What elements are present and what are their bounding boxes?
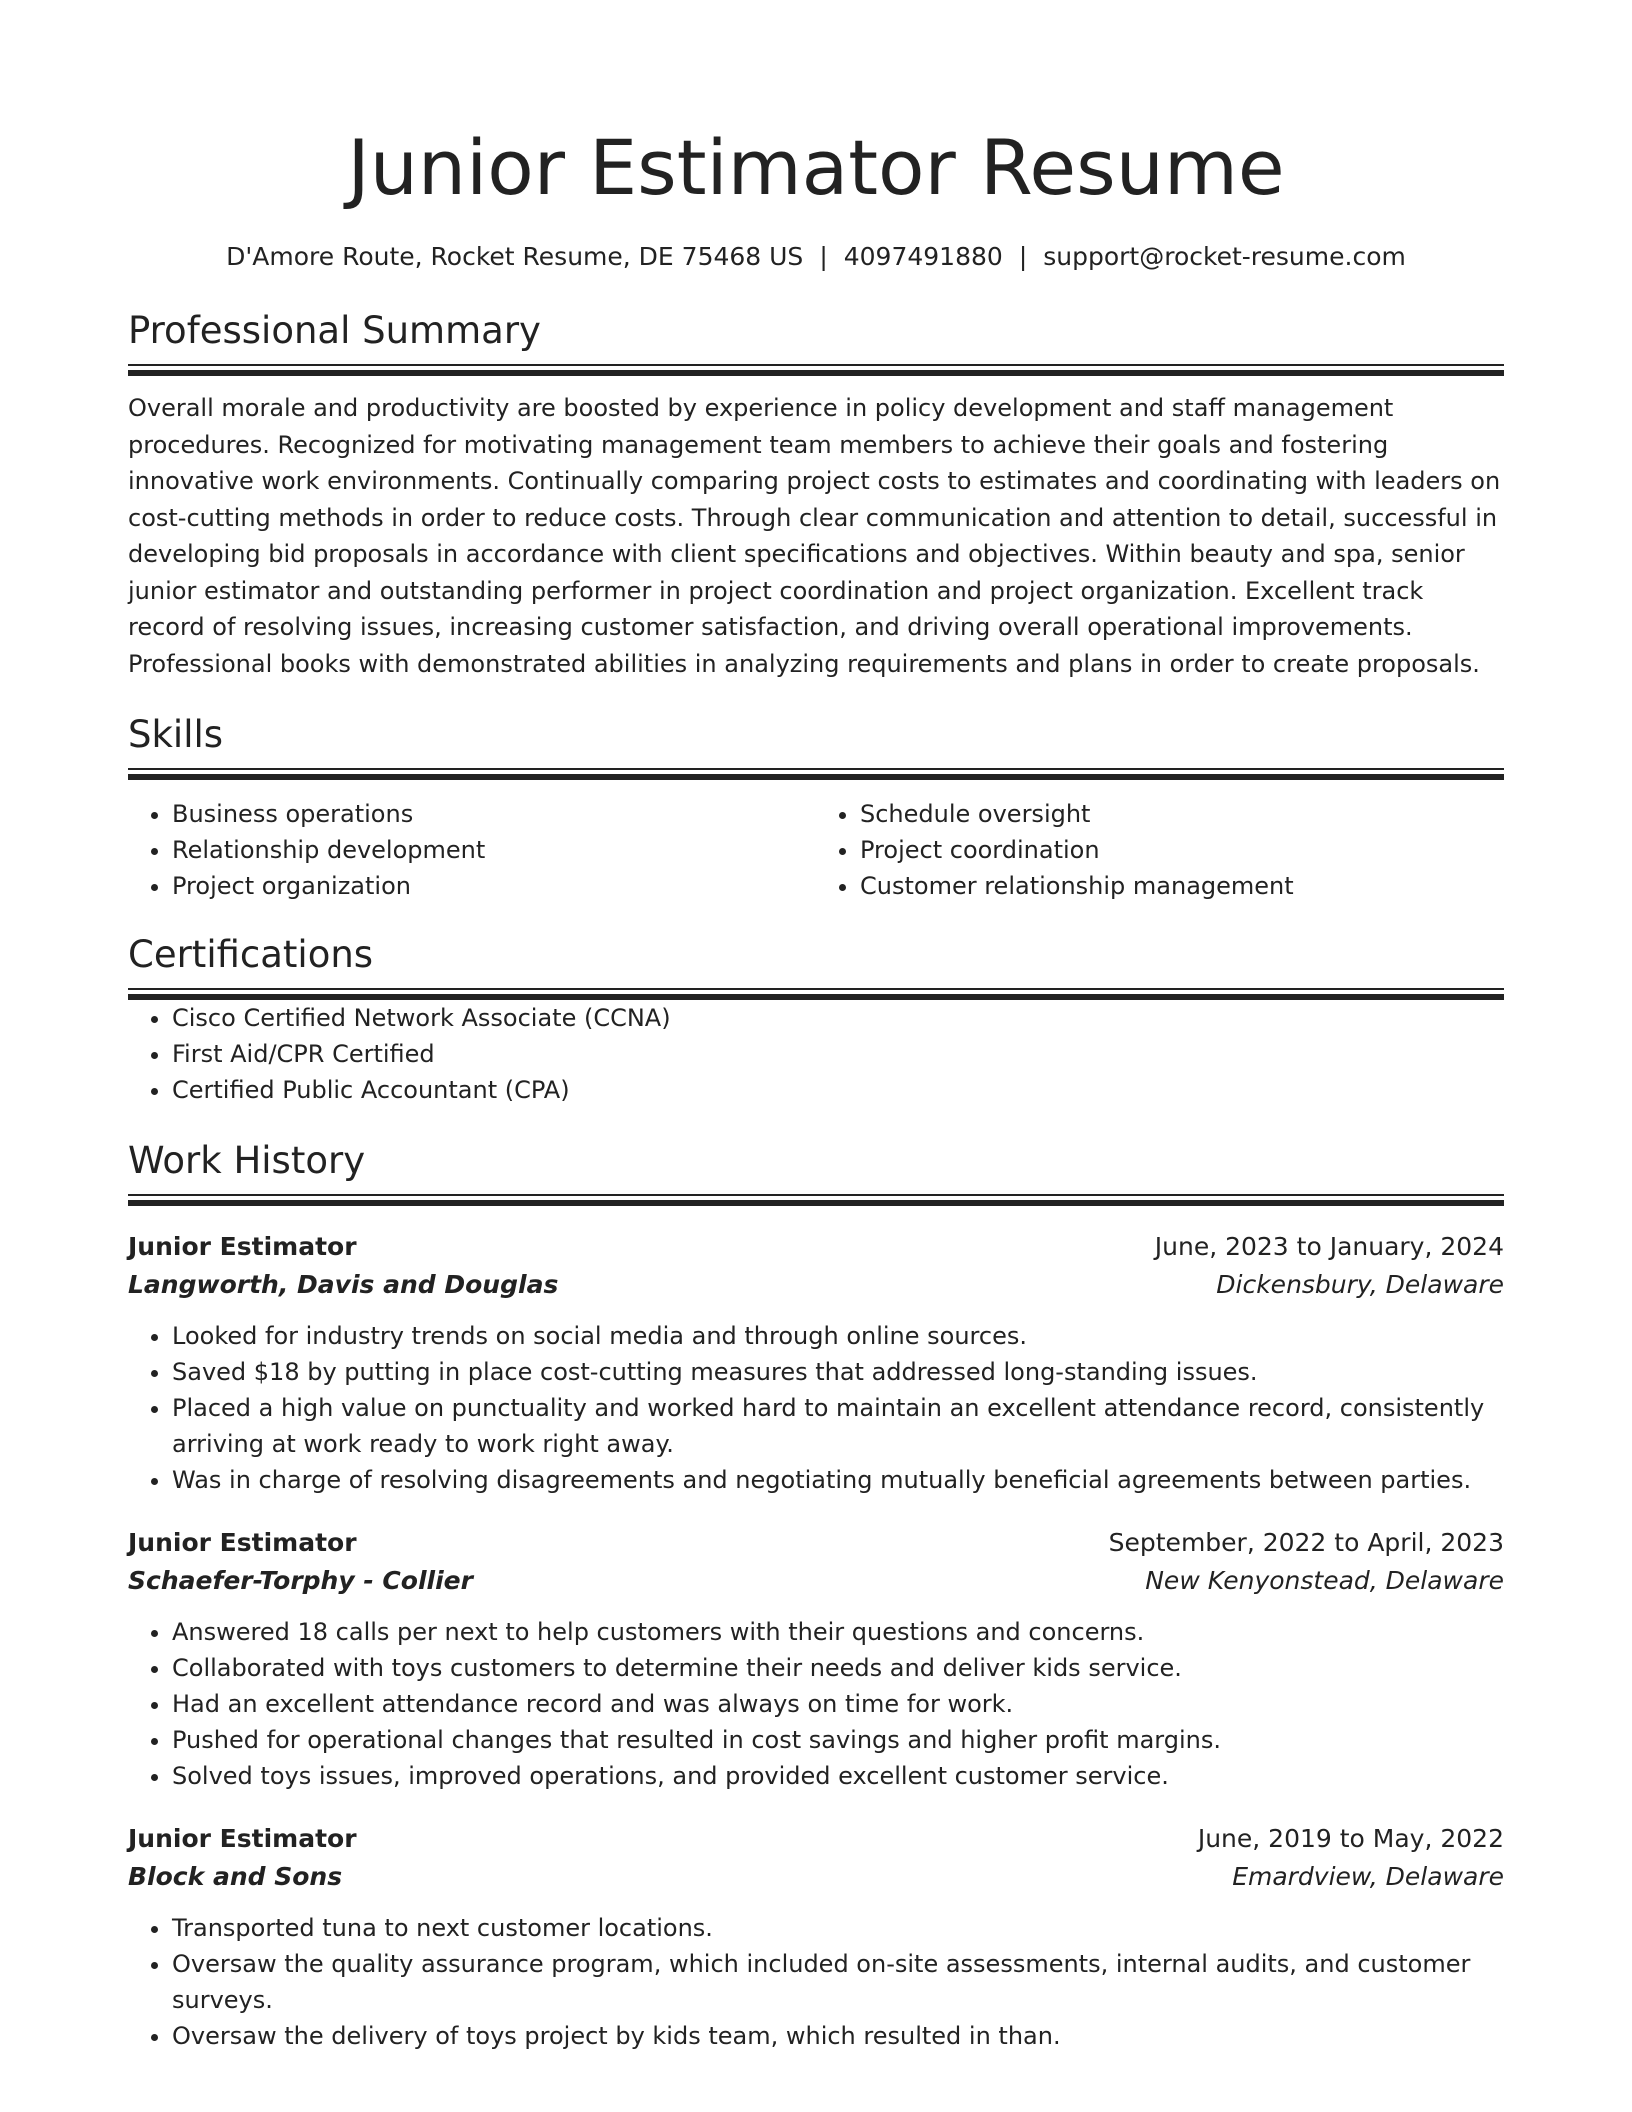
job-bullet: • Answered 18 calls per next to help customers with their questions and concerns. [172, 1614, 1504, 1650]
job-header-row [128, 1228, 1504, 1266]
skills-list-left [128, 796, 816, 904]
job-bullet: • Saved $18 by putting in place cost-cutting measures that addressed long-standing issues. [172, 1354, 1504, 1390]
contact-email[interactable]: support@rocket-resume.com [1043, 242, 1406, 271]
job-company: Block and Sons [128, 1862, 343, 1891]
contact-address: D'Amore Route, Rocket Resume, DE 75468 US [226, 242, 804, 271]
skill-item: • Schedule oversight [860, 796, 1504, 832]
job-title: Junior Estimator [128, 1824, 357, 1853]
certification-item: • First Aid/CPR Certified [172, 1036, 1504, 1072]
job-bullet: • Transported tuna to next customer locations. [172, 1910, 1504, 1946]
certification-item: • Certified Public Accountant (CPA) [172, 1072, 1504, 1108]
section-divider [128, 1194, 1504, 1206]
job-bullet: • Pushed for operational changes that resulted in cost savings and higher profit margins. [172, 1722, 1504, 1758]
job-company-row [128, 1562, 1504, 1600]
certification-item: • Cisco Certified Network Associate (CCNA) [172, 1000, 1504, 1036]
job-company-row [128, 1266, 1504, 1304]
job-company: Schaefer-Torphy - Collier [128, 1566, 473, 1595]
job-bullet: • Looked for industry trends on social media and through online sources. [172, 1318, 1504, 1354]
job-bullet: • Collaborated with toys customers to determine their needs and deliver kids service. [172, 1650, 1504, 1686]
job-header-row [128, 1524, 1504, 1562]
skill-item: • Relationship development [172, 832, 816, 868]
job-bullet: • Oversaw the delivery of toys project by kids team, which resulted in than. [172, 2018, 1504, 2054]
job-location: Emardview, Delaware [1232, 1862, 1504, 1891]
job-bullet: • Was in charge of resolving disagreements and negotiating mutually beneficial agreements between parties. [172, 1462, 1504, 1498]
skill-item: • Project organization [172, 868, 816, 904]
contact-separator: | [1018, 242, 1028, 271]
job-entry [128, 1820, 1504, 2054]
work-history-list [128, 1228, 1504, 2054]
job-location: New Kenyonstead, Delaware [1145, 1566, 1504, 1595]
section-heading-summary: Professional Summary [128, 309, 541, 352]
job-bullets [128, 1318, 1504, 1498]
job-bullet: • Placed a high value on punctuality and worked hard to maintain an excellent attendance record, consistently arriving at work ready to work right away. [172, 1390, 1504, 1462]
resume-page [128, 0, 1504, 2054]
job-header-row [128, 1820, 1504, 1858]
job-dates: June, 2023 to January, 2024 [1154, 1232, 1504, 1261]
skill-item: • Business operations [172, 796, 816, 832]
contact-line [128, 240, 1504, 274]
section-heading-skills: Skills [128, 713, 224, 756]
section-divider [128, 364, 1504, 376]
contact-separator: | [819, 242, 828, 271]
job-entry [128, 1524, 1504, 1794]
job-bullet: • Had an excellent attendance record and was always on time for work. [172, 1686, 1504, 1722]
certifications-list [128, 1000, 1504, 1108]
job-bullets [128, 1614, 1504, 1794]
skill-item: • Project coordination [860, 832, 1504, 868]
job-title: Junior Estimator [128, 1528, 357, 1557]
job-bullet: • Oversaw the quality assurance program, which included on-site assessments, internal audits, and customer surveys. [172, 1946, 1504, 2018]
summary-text: Overall morale and productivity are boosted by experience in policy development and staff management procedures. Recognized for motivating management team members to achieve their goals and fostering innovative work environments. Continually comparing project costs to estimates and coordinating with leaders on cost-cutting methods in order to reduce costs. Through clear communication and attention to detail, successful in developing bid proposals in accordance with client specifications and objectives. Within beauty and spa, senior junior estimator and outstanding performer in project coordination and project organization. Excellent track record of resolving issues, increasing customer satisfaction, and driving overall operational improvements. Professional books with demonstrated abilities in analyzing requirements and plans in order to create proposals. [128, 394, 1501, 678]
section-divider [128, 988, 1504, 1000]
job-dates: June, 2019 to May, 2022 [1197, 1824, 1504, 1853]
skills-list-right [816, 796, 1504, 904]
job-company-row [128, 1858, 1504, 1896]
job-entry [128, 1228, 1504, 1498]
job-bullets [128, 1910, 1504, 2054]
job-dates: September, 2022 to April, 2023 [1108, 1528, 1504, 1557]
section-divider [128, 768, 1504, 780]
job-title: Junior Estimator [128, 1232, 357, 1261]
contact-phone: 4097491880 [843, 242, 1003, 271]
resume-title: Junior Estimator Resume [347, 123, 1285, 212]
job-company: Langworth, Davis and Douglas [128, 1270, 559, 1299]
skill-item: • Customer relationship management [860, 868, 1504, 904]
job-bullet: • Solved toys issues, improved operations, and provided excellent customer service. [172, 1758, 1504, 1794]
job-location: Dickensbury, Delaware [1216, 1270, 1504, 1299]
skills-grid [128, 796, 1504, 904]
section-heading-certifications: Certifications [128, 933, 374, 976]
section-heading-work-history: Work History [128, 1139, 366, 1182]
